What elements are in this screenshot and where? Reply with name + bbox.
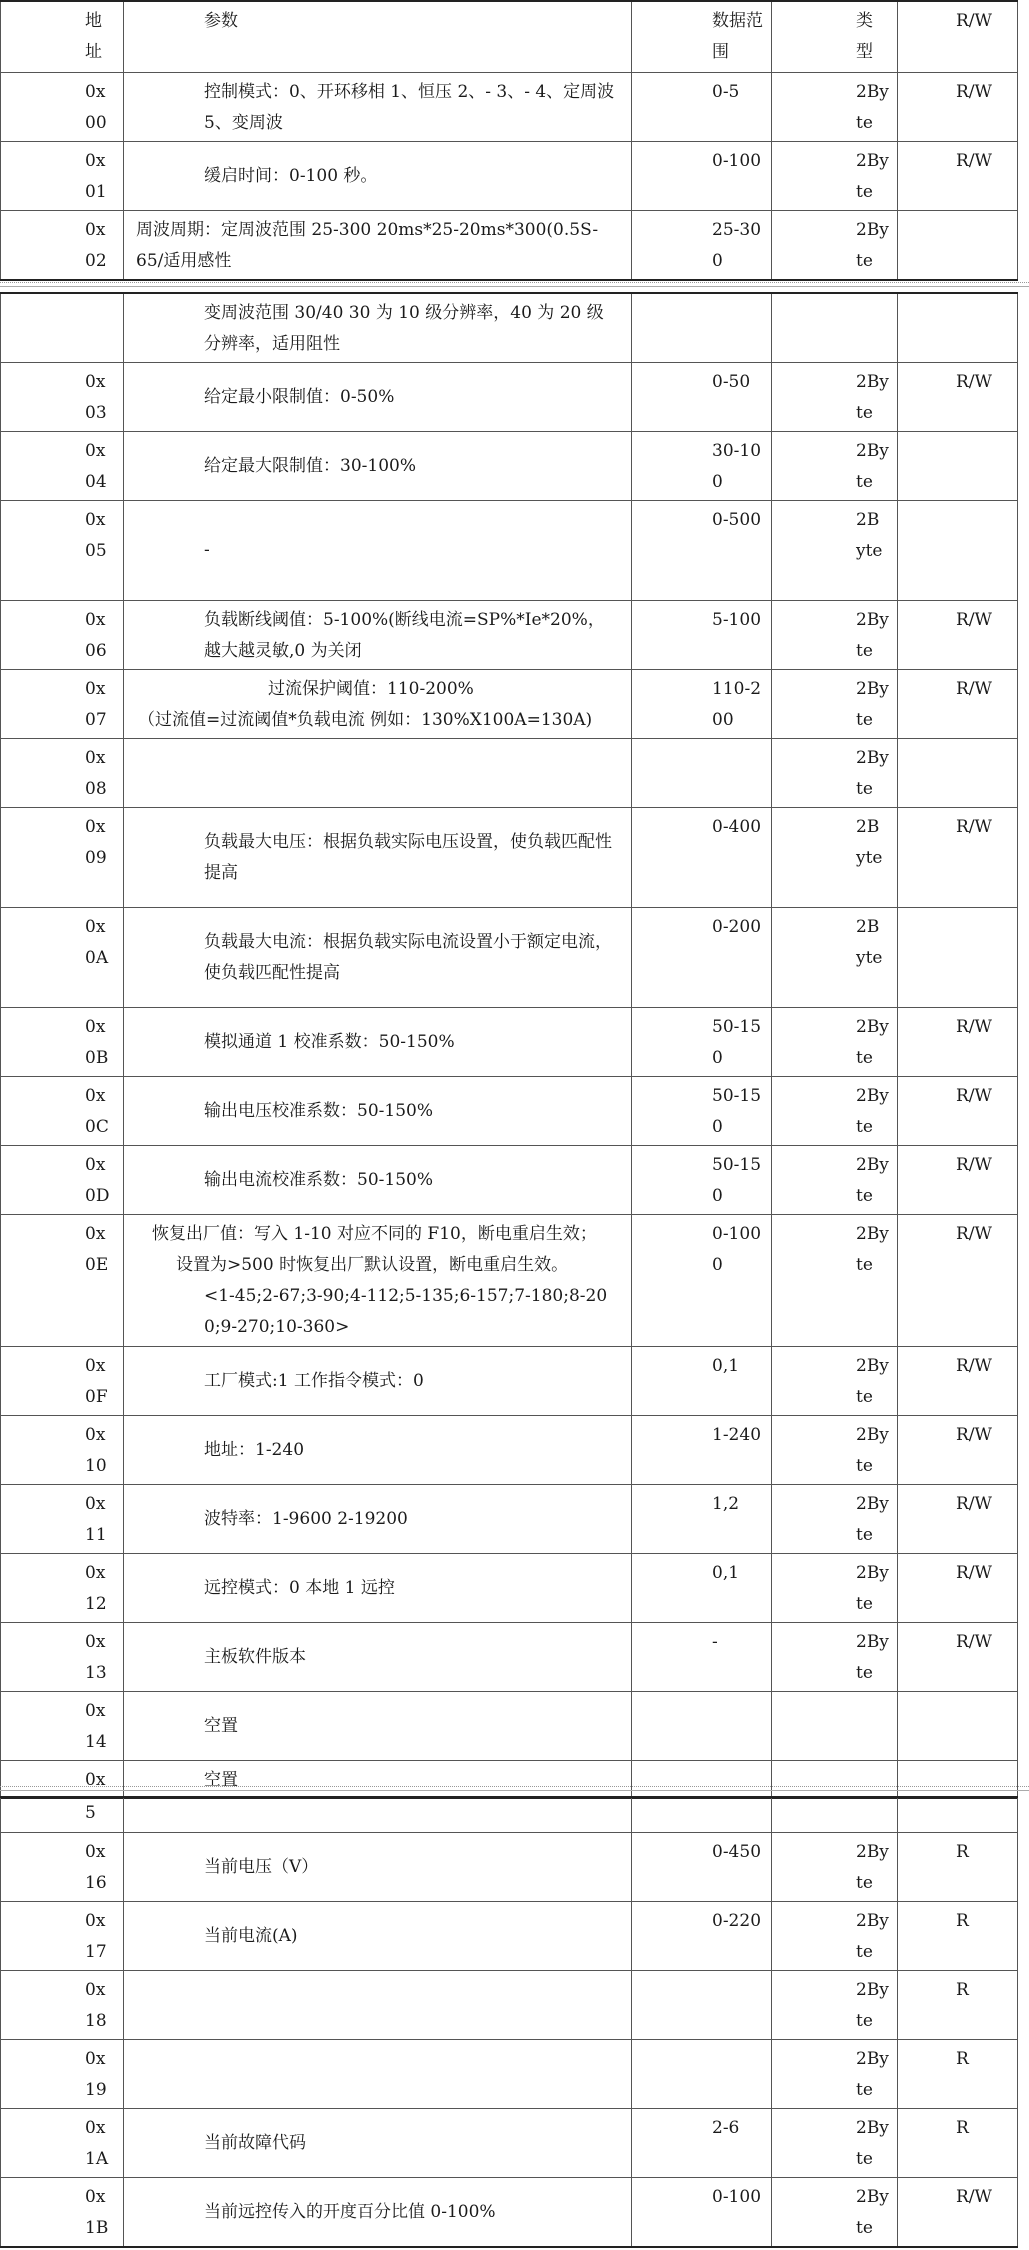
rw-cell: R xyxy=(898,2040,1018,2108)
header-read-write: R/W xyxy=(898,2,1018,72)
parameter-cell: 输出电流校准系数：50-150% xyxy=(124,1146,632,1214)
rw-cell: R xyxy=(898,1833,1018,1901)
rw-cell: R/W xyxy=(898,2178,1018,2246)
address-cell xyxy=(0,294,124,362)
register-table-part-1 xyxy=(0,0,1018,281)
type-cell: 2Byte xyxy=(772,1077,898,1145)
rw-cell: R/W xyxy=(898,1146,1018,1214)
type-cell: 2Byte xyxy=(772,363,898,431)
range-cell: 50-150 xyxy=(632,1146,772,1214)
range-cell: 0-100 xyxy=(632,2178,772,2246)
page-break-divider xyxy=(0,1786,1029,1791)
header-parameter: 参数 xyxy=(124,2,632,72)
parameter-cell: 波特率：1-9600 2-19200 xyxy=(124,1485,632,1553)
parameter-cell: 缓启时间：0-100 秒。 xyxy=(124,142,632,210)
address-cell: 0x05 xyxy=(0,501,124,600)
range-cell: 0-500 xyxy=(632,501,772,600)
range-cell: 50-150 xyxy=(632,1077,772,1145)
range-cell: 0,1 xyxy=(632,1347,772,1415)
address-cell: 0x18 xyxy=(0,1971,124,2039)
parameter-cell xyxy=(124,1215,632,1346)
rw-cell: R/W xyxy=(898,808,1018,907)
type-cell: 2Byte xyxy=(772,1554,898,1622)
table-row xyxy=(0,2109,1018,2178)
type-cell: 2Byte xyxy=(772,1215,898,1346)
parameter-cell: 负载最大电流：根据负载实际电流设置小于额定电流，使负载匹配性提高 xyxy=(124,908,632,1007)
factory-reset-line-1: 恢复出厂值：写入 1-10 对应不同的 F10，断电重启生效； xyxy=(152,1224,597,1244)
range-cell xyxy=(632,1798,772,1832)
rw-cell xyxy=(898,211,1018,279)
parameter-cell: 当前远控传入的开度百分比值 0-100% xyxy=(124,2178,632,2246)
table-row xyxy=(0,2040,1018,2109)
address-cell: 0x12 xyxy=(0,1554,124,1622)
range-cell: 50-150 xyxy=(632,1008,772,1076)
type-cell: 2Byte xyxy=(772,2040,898,2108)
rw-cell xyxy=(898,908,1018,1007)
rw-cell: R/W xyxy=(898,1623,1018,1691)
rw-cell xyxy=(898,432,1018,500)
table-row xyxy=(0,73,1018,142)
range-cell: 0-5 xyxy=(632,73,772,141)
register-table-part-2 xyxy=(0,292,1018,1799)
parameter-cell: 当前电压（V） xyxy=(124,1833,632,1901)
range-cell: 1,2 xyxy=(632,1485,772,1553)
type-cell: 2Byte xyxy=(772,73,898,141)
rw-cell xyxy=(898,739,1018,807)
parameter-cell: 地址：1-240 xyxy=(124,1416,632,1484)
rw-cell: R/W xyxy=(898,1416,1018,1484)
range-cell xyxy=(632,1761,772,1797)
range-cell: 30-100 xyxy=(632,432,772,500)
address-cell: 0x xyxy=(0,1761,124,1797)
page-break-divider xyxy=(0,282,1029,287)
table-row xyxy=(0,1554,1018,1623)
table-row xyxy=(0,1416,1018,1485)
rw-cell: R/W xyxy=(898,1077,1018,1145)
parameter-cell xyxy=(124,670,632,738)
address-cell: 0x0D xyxy=(0,1146,124,1214)
parameter-cell: 负载断线阈值：5-100%(断线电流=SP%*Ie*20%，越大越灵敏,0 为关闭 xyxy=(124,601,632,669)
range-cell: 2-6 xyxy=(632,2109,772,2177)
address-cell: 0x16 xyxy=(0,1833,124,1901)
type-cell: 2Byte xyxy=(772,501,898,600)
address-cell: 0x17 xyxy=(0,1902,124,1970)
type-cell: 2Byte xyxy=(772,601,898,669)
table-row xyxy=(0,1485,1018,1554)
rw-cell xyxy=(898,501,1018,600)
table-row xyxy=(0,1623,1018,1692)
address-cell: 0x02 xyxy=(0,211,124,279)
range-cell xyxy=(632,294,772,362)
address-cell: 0x00 xyxy=(0,73,124,141)
type-cell: 2Byte xyxy=(772,1485,898,1553)
address-cell: 0x06 xyxy=(0,601,124,669)
type-cell: 2Byte xyxy=(772,808,898,907)
address-cell: 0x0B xyxy=(0,1008,124,1076)
parameter-cell xyxy=(124,739,632,807)
range-cell: 0-220 xyxy=(632,1902,772,1970)
range-cell xyxy=(632,1692,772,1760)
range-cell: 0-100 xyxy=(632,142,772,210)
rw-cell: R/W xyxy=(898,1008,1018,1076)
range-cell: 0-400 xyxy=(632,808,772,907)
rw-cell: R/W xyxy=(898,1347,1018,1415)
parameter-cell: 模拟通道 1 校准系数：50-150% xyxy=(124,1008,632,1076)
table-row xyxy=(0,363,1018,432)
range-cell: 5-100 xyxy=(632,601,772,669)
rw-cell: R xyxy=(898,1971,1018,2039)
rw-cell xyxy=(898,294,1018,362)
rw-cell xyxy=(898,1761,1018,1797)
factory-reset-line-3: <1-45;2-67;3-90;4-112;5-135;6-157;7-180;8-200;9-270;10-360> xyxy=(204,1286,608,1337)
address-cell: 0x14 xyxy=(0,1692,124,1760)
address-cell: 0x04 xyxy=(0,432,124,500)
rw-cell xyxy=(898,1798,1018,1832)
range-cell xyxy=(632,2040,772,2108)
table-row xyxy=(0,142,1018,211)
table-row xyxy=(0,808,1018,908)
address-cell: 0x08 xyxy=(0,739,124,807)
range-cell: 1-240 xyxy=(632,1416,772,1484)
rw-cell: R/W xyxy=(898,601,1018,669)
range-cell: 0-200 xyxy=(632,908,772,1007)
type-cell xyxy=(772,1692,898,1760)
parameter-cell: 给定最小限制值：0-50% xyxy=(124,363,632,431)
table-row xyxy=(0,294,1018,363)
overcurrent-threshold-line: 过流保护阈值：110-200% xyxy=(268,679,474,699)
parameter-cell: 空置 xyxy=(124,1761,632,1797)
type-cell: 2Byte xyxy=(772,211,898,279)
address-cell: 0x10 xyxy=(0,1416,124,1484)
parameter-cell: 当前故障代码 xyxy=(124,2109,632,2177)
type-cell: 2Byte xyxy=(772,1347,898,1415)
rw-cell: R xyxy=(898,2109,1018,2177)
address-cell: 0x11 xyxy=(0,1485,124,1553)
header-data-range: 数据范围 xyxy=(632,2,772,72)
table-row xyxy=(0,1902,1018,1971)
table-row xyxy=(0,670,1018,739)
type-cell: 2Byte xyxy=(772,142,898,210)
range-cell: 0,1 xyxy=(632,1554,772,1622)
address-cell: 0x0C xyxy=(0,1077,124,1145)
type-cell: 2Byte xyxy=(772,1833,898,1901)
parameter-cell: 给定最大限制值：30-100% xyxy=(124,432,632,500)
table-row xyxy=(0,1347,1018,1416)
table-row xyxy=(0,1077,1018,1146)
address-cell: 0x03 xyxy=(0,363,124,431)
parameter-cell: 工厂模式:1 工作指令模式：0 xyxy=(124,1347,632,1415)
type-cell: 2Byte xyxy=(772,1146,898,1214)
factory-reset-line-2: 设置为>500 时恢复出厂默认设置，断电重启生效。 xyxy=(176,1255,569,1275)
parameter-cell: 负载最大电压：根据负载实际电压设置，使负载匹配性提高 xyxy=(124,808,632,907)
type-cell: 2Byte xyxy=(772,739,898,807)
type-cell: 2Byte xyxy=(772,1902,898,1970)
parameter-cell xyxy=(124,1798,632,1832)
rw-cell: R/W xyxy=(898,363,1018,431)
parameter-cell xyxy=(124,2040,632,2108)
parameter-cell xyxy=(124,1971,632,2039)
table-header-row xyxy=(0,2,1018,73)
range-cell: 0-50 xyxy=(632,363,772,431)
rw-cell: R/W xyxy=(898,670,1018,738)
parameter-cell: 变周波范围 30/40 30 为 10 级分辨率，40 为 20 级分辨率，适用阻性 xyxy=(124,294,632,362)
header-address: 地址 xyxy=(0,2,124,72)
table-row xyxy=(0,601,1018,670)
type-cell xyxy=(772,294,898,362)
header-type: 类型 xyxy=(772,2,898,72)
address-cell: 0x0F xyxy=(0,1347,124,1415)
table-row xyxy=(0,1798,1018,1833)
rw-cell xyxy=(898,1692,1018,1760)
type-cell: 2Byte xyxy=(772,1008,898,1076)
table-row xyxy=(0,432,1018,501)
range-cell: 0-1000 xyxy=(632,1215,772,1346)
type-cell: 2Byte xyxy=(772,670,898,738)
table-row xyxy=(0,2178,1018,2246)
rw-cell: R xyxy=(898,1902,1018,1970)
table-row xyxy=(0,1692,1018,1761)
type-cell: 2Byte xyxy=(772,1623,898,1691)
table-row xyxy=(0,501,1018,601)
parameter-cell: 输出电压校准系数：50-150% xyxy=(124,1077,632,1145)
table-row xyxy=(0,1971,1018,2040)
address-cell: 0x0A xyxy=(0,908,124,1007)
table-row xyxy=(0,1146,1018,1215)
type-cell: 2Byte xyxy=(772,908,898,1007)
table-row xyxy=(0,1833,1018,1902)
address-cell: 5 xyxy=(0,1798,124,1832)
type-cell: 2Byte xyxy=(772,1971,898,2039)
table-row xyxy=(0,1761,1018,1797)
parameter-cell: 控制模式：0、开环移相 1、恒压 2、- 3、- 4、定周波 5、变周波 xyxy=(124,73,632,141)
register-table-part-3 xyxy=(0,1796,1018,2248)
type-cell: 2Byte xyxy=(772,2109,898,2177)
address-cell: 0x19 xyxy=(0,2040,124,2108)
type-cell: 2Byte xyxy=(772,432,898,500)
rw-cell: R/W xyxy=(898,1215,1018,1346)
address-cell: 0x13 xyxy=(0,1623,124,1691)
address-cell: 0x1A xyxy=(0,2109,124,2177)
range-cell xyxy=(632,1971,772,2039)
range-cell: 110-200 xyxy=(632,670,772,738)
overcurrent-example-line: （过流值=过流阈值*负载电流 例如：130%X100A=130A) xyxy=(138,710,593,730)
type-cell xyxy=(772,1798,898,1832)
table-row xyxy=(0,1215,1018,1347)
rw-cell: R/W xyxy=(898,73,1018,141)
table-row xyxy=(0,739,1018,808)
address-cell: 0x01 xyxy=(0,142,124,210)
rw-cell: R/W xyxy=(898,1485,1018,1553)
range-cell: - xyxy=(632,1623,772,1691)
table-row xyxy=(0,1008,1018,1077)
type-cell xyxy=(772,1761,898,1797)
parameter-cell: 远控模式：0 本地 1 远控 xyxy=(124,1554,632,1622)
address-cell: 0x09 xyxy=(0,808,124,907)
type-cell: 2Byte xyxy=(772,1416,898,1484)
address-cell: 0x0E xyxy=(0,1215,124,1346)
parameter-cell: 主板软件版本 xyxy=(124,1623,632,1691)
rw-cell: R/W xyxy=(898,142,1018,210)
range-cell xyxy=(632,739,772,807)
parameter-cell: - xyxy=(124,501,632,600)
table-row xyxy=(0,908,1018,1008)
parameter-cell: 当前电流(A) xyxy=(124,1902,632,1970)
type-cell: 2Byte xyxy=(772,2178,898,2246)
parameter-cell: 空置 xyxy=(124,1692,632,1760)
table-row xyxy=(0,211,1018,279)
address-cell: 0x1B xyxy=(0,2178,124,2246)
address-cell: 0x07 xyxy=(0,670,124,738)
range-cell: 0-450 xyxy=(632,1833,772,1901)
range-cell: 25-300 xyxy=(632,211,772,279)
rw-cell: R/W xyxy=(898,1554,1018,1622)
parameter-cell: 周波周期：定周波范围 25-300 20ms*25-20ms*300(0.5S-65/适用感性 xyxy=(124,211,632,279)
